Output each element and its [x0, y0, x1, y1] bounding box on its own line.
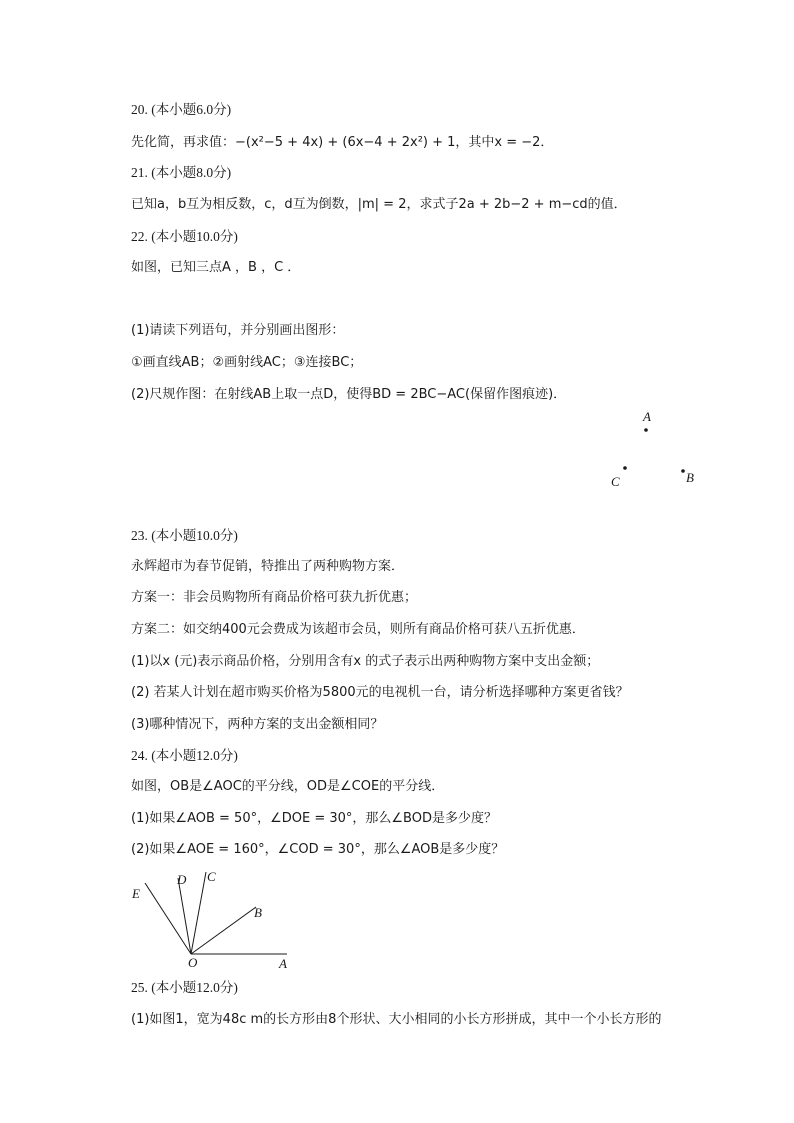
label-a: A: [279, 956, 287, 971]
q23-part3: (3)哪种情况下，两种方案的支出金额相同？: [131, 717, 384, 732]
ray-oc: [191, 872, 206, 954]
point-b: [681, 469, 685, 473]
label-a: A: [643, 409, 651, 424]
label-b: B: [254, 905, 262, 920]
label-b: B: [686, 470, 694, 485]
ray-od: [178, 878, 191, 954]
ray-ob: [191, 907, 256, 954]
label-c: C: [611, 474, 620, 489]
q24-angle-figure: [125, 866, 305, 976]
q22-header: 22. (本小题10.0分): [131, 229, 238, 244]
q22-points-figure: [600, 405, 710, 490]
q22-intro: 如图，已知三点A ，B ，C ．: [131, 260, 301, 275]
label-c: C: [207, 869, 216, 884]
q23-plan1: 方案一：非会员购物所有商品价格可获九折优惠；: [131, 590, 418, 605]
q25-part1: (1)如图1，宽为48c m的长方形由8个形状、大小相同的小长方形拼成，其中一个小长方形的: [131, 1012, 662, 1027]
q21-text: 已知a，b互为相反数，c，d互为倒数，|m| = 2，求式子2a + 2b−2 + m−cd的值．: [131, 197, 627, 212]
point-c: [623, 466, 627, 470]
q23-header: 23. (本小题10.0分): [131, 528, 238, 543]
q23-part2: (2) 若某人计划在超市购买价格为5800元的电视机一台，请分析选择哪种方案更省钱？: [131, 685, 629, 700]
q22-part1: (1)请读下列语句，并分别画出图形：: [131, 323, 345, 338]
label-o: O: [188, 955, 198, 970]
q20-header: 20. (本小题6.0分): [131, 102, 232, 117]
q23-intro: 永辉超市为春节促销，特推出了两种购物方案．: [131, 559, 405, 574]
label-d: D: [177, 872, 187, 887]
ray-oe: [145, 883, 191, 954]
q23-part1: (1)以x (元)表示商品价格，分别用含有x 的式子表示出两种购物方案中支出金额；: [131, 654, 600, 669]
q20-text: 先化简，再求值：−(x²−5 + 4x) + (6x−4 + 2x²) + 1，其中x = −2．: [131, 135, 554, 150]
q22-part1-items: ①画直线AB；②画射线AC；③连接BC；: [131, 355, 363, 370]
q25-header: 25. (本小题12.0分): [131, 980, 238, 995]
label-e: E: [132, 886, 140, 901]
q23-plan2: 方案二：如交纳400元会费成为该超市会员，则所有商品价格可获八五折优惠．: [131, 622, 585, 637]
q24-part2: (2)如果∠AOE = 160°，∠COD = 30°，那么∠AOB是多少度？: [131, 842, 505, 857]
q22-part2: (2)尺规作图：在射线AB上取一点D，使得BD = 2BC−AC(保留作图痕迹)．: [131, 387, 567, 402]
point-a: [644, 428, 648, 432]
q21-header: 21. (本小题8.0分): [131, 165, 232, 180]
q24-header: 24. (本小题12.0分): [131, 748, 238, 763]
q24-part1: (1)如果∠AOB = 50°，∠DOE = 30°，那么∠BOD是多少度？: [131, 811, 497, 826]
q24-intro: 如图，OB是∠AOC的平分线，OD是∠COE的平分线．: [131, 779, 445, 794]
